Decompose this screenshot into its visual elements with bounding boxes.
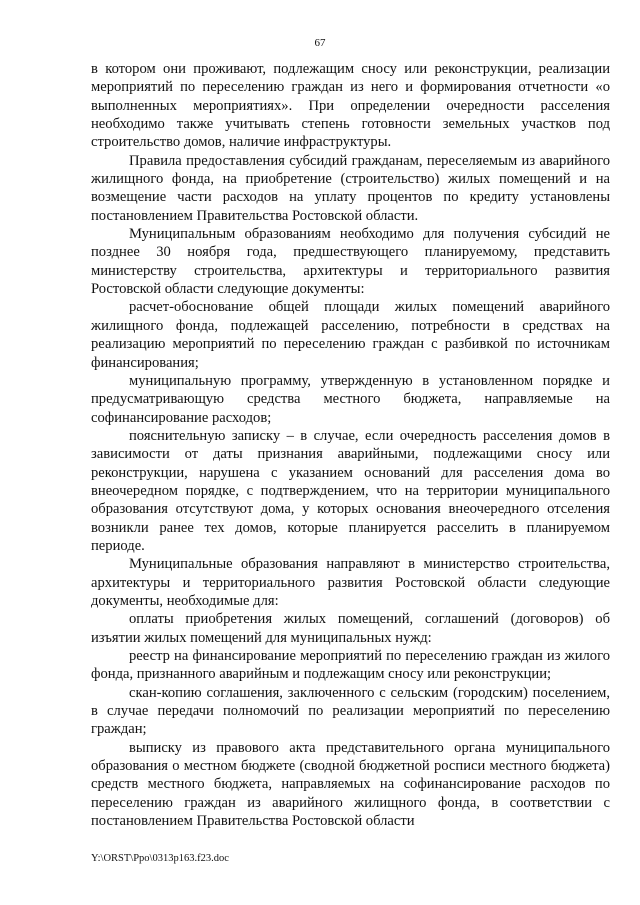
- paragraph: реестр на финансирование мероприятий по переселению граждан из жилого фонда, признанного аварийным и подлежащим сносу или реконструкции;: [91, 648, 610, 683]
- paragraph: Муниципальные образования направляют в министерство строительства, архитектуры и территориального развития Ростовской области следующие документы, необходимые для:: [91, 556, 610, 609]
- paragraph: скан-копию соглашения, заключенного с сельским (городским) поселением, в случае передачи полномочий по реализации мероприятий по переселению граждан;: [91, 684, 610, 738]
- paragraph: расчет-обоснование общей площади жилых помещений аварийного жилищного фонда, подлежащей расселению, потребности в средствах на реализацию мероприятий по переселению граждан с разбивкой по источникам финансирования;: [91, 299, 610, 371]
- paragraph: оплаты приобретения жилых помещений, соглашений (договоров) об изъятии жилых помещений для муниципальных нужд:: [91, 611, 610, 646]
- document-body: [91, 60, 610, 830]
- file-path-footer: Y:\ORST\Ppo\0313p163.f23.doc: [91, 853, 229, 864]
- paragraph: Правила предоставления субсидий гражданам, переселяемым из аварийного жилищного фонда, на приобретение (строительство) жилых помещений и на возмещение части расходов на уплату процентов по кредиту установлены постановлением Правительства Ростовской области.: [91, 152, 610, 224]
- paragraph: муниципальную программу, утвержденную в установленном порядке и предусматривающую средства местного бюджета, направляемые на софинансирование расходов;: [91, 372, 610, 426]
- paragraph: пояснительную записку – в случае, если очередность расселения домов в зависимости от даты признания аварийными, подлежащими сносу или реконструкции, нарушена с указанием оснований для расселения дома во внеочередном порядке, с подтверждением, что на территории муниципального образования отсутствуют дома, у которых основания внеочередного отселения возникли ранее тех домов, которые планируется расселить в планируемом периоде.: [91, 427, 610, 554]
- paragraph: выписку из правового акта представительного органа муниципального образования о местном бюджете (сводной бюджетной росписи местного бюджета) средств местного бюджета, направляемых на софинансирование расходов по переселению граждан из аварийного жилищного фонда, в соответствии с постановлением Правительства Ростовской области: [91, 739, 610, 830]
- paragraph: в котором они проживают, подлежащим сносу или реконструкции, реализации мероприятий по переселению граждан из него и формирования отчетности «о выполненных мероприятиях». При определении очередности расселения необходимо также учитывать степень готовности земельных участков под строительство домов, наличие инфраструктуры.: [91, 61, 610, 151]
- paragraph: Муниципальным образованиям необходимо для получения субсидий не позднее 30 ноября года, предшествующего планируемому, представить министерству строительства, архитектуры и территориального развития Ростовской области следующие документы:: [91, 226, 610, 298]
- page-number: 67: [314, 37, 326, 49]
